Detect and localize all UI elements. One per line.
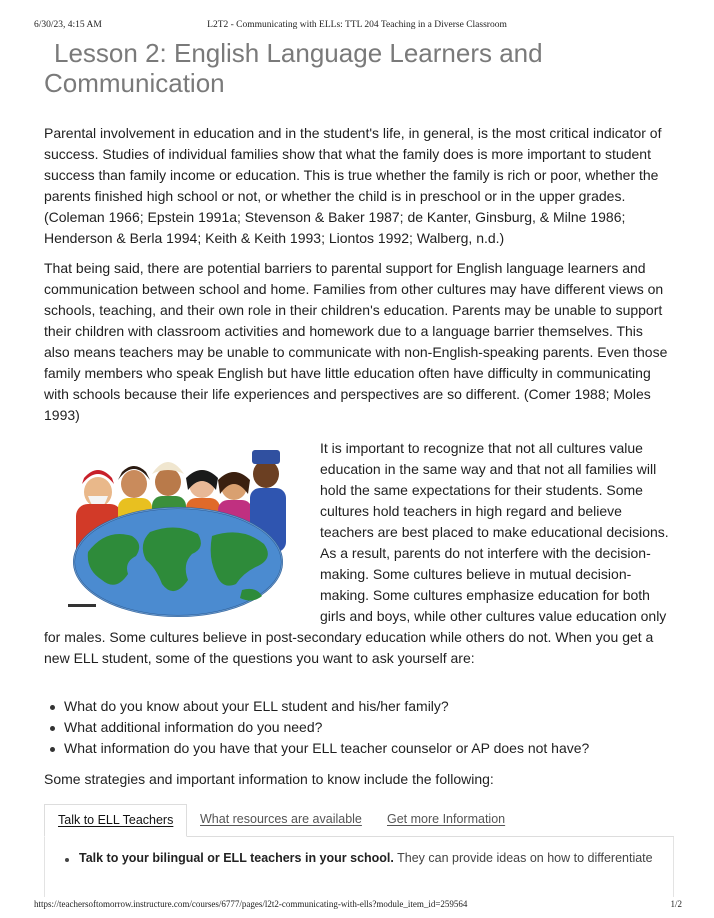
print-title: L2T2 - Communicating with ELLs: TTL 204 Teaching in a Diverse Classroom: [207, 20, 507, 30]
list-item: What additional information do you need?: [64, 717, 672, 738]
strategy-tabs: [44, 800, 674, 837]
paragraph-parental-involvement: Parental involvement in education and in the student's life, in general, is the most critical indicator of success. Studies of individual families show that what the family does is more important to student success than family income or education. This is true whether the family is rich or poor, whether the parents finished high school or not, or whether the child is in preschool or in the upper grades. (Coleman 1966; Epstein 1991a; Stevenson & Baker 1987; de Kanter, Ginsburg, & Milne 1986; Henderson & Berla 1994; Keith & Keith 1993; Liontos 1992; Walberg, n.d.): [44, 125, 662, 246]
tab-resources[interactable]: What resources are available: [200, 812, 362, 826]
paragraph-barriers: That being said, there are potential barriers to parental support for English language learners and communication between school and home. Families from other cultures may have different views on schools, teaching, and their own role in their children's education. Parents may be unable to support their children with classroom activities and homework due to a language barrier themselves. This also means teachers may be unable to communicate with non-English-speaking parents. Even those family members who speak English but have little education often have difficulty in communicating with schools because their life experiences and perspectives are so different. (Comer 1988; Moles 1993): [44, 260, 668, 423]
list-item: What do you know about your ELL student and his/her family?: [64, 696, 672, 717]
page-url: https://teachersoftomorrow.instructure.com/courses/6777/pages/l2t2-communicating-with-ells?module_item_id=259564: [34, 899, 468, 909]
page-title: Lesson 2: English Language Learners and Communication: [44, 38, 543, 98]
questions-list: [44, 696, 672, 759]
page-number: 1/2: [670, 899, 682, 909]
page-content: [44, 38, 672, 897]
print-date: 6/30/23, 4:15 AM: [34, 20, 102, 30]
list-item: What information do you have that your ELL teacher counselor or AP does not have?: [64, 738, 672, 759]
tab-panel: [44, 837, 674, 897]
paragraph-cultures: It is important to recognize that not all cultures value education in the same way and that not all families will hold the same expectations for their students. Some cultures hold teachers in high regard and believe teachers are best placed to make educational decisions. As a result, parents do not interfere with the decision-making. Some cultures believe in mutual decision-making. Some cultures emphasize education for both girls and boys, while other cultures value education only for males. Some cultures believe in post-secondary education while others do not. When you get a new ELL student, some of the questions you want to ask yourself are:: [44, 440, 669, 666]
panel-item-text: They can provide ideas on how to differentiate: [393, 851, 653, 865]
panel-item-bold: Talk to your bilingual or ELL teachers in your school.: [79, 851, 394, 865]
panel-list-item: [79, 851, 673, 865]
culture-section: [44, 438, 672, 669]
tab-talk-to-ell-teachers[interactable]: Talk to ELL Teachers: [44, 804, 187, 837]
strategies-intro: Some strategies and important information to know include the following:: [44, 771, 494, 787]
globe-people-image: [66, 444, 294, 619]
tab-more-information[interactable]: Get more Information: [387, 812, 506, 826]
